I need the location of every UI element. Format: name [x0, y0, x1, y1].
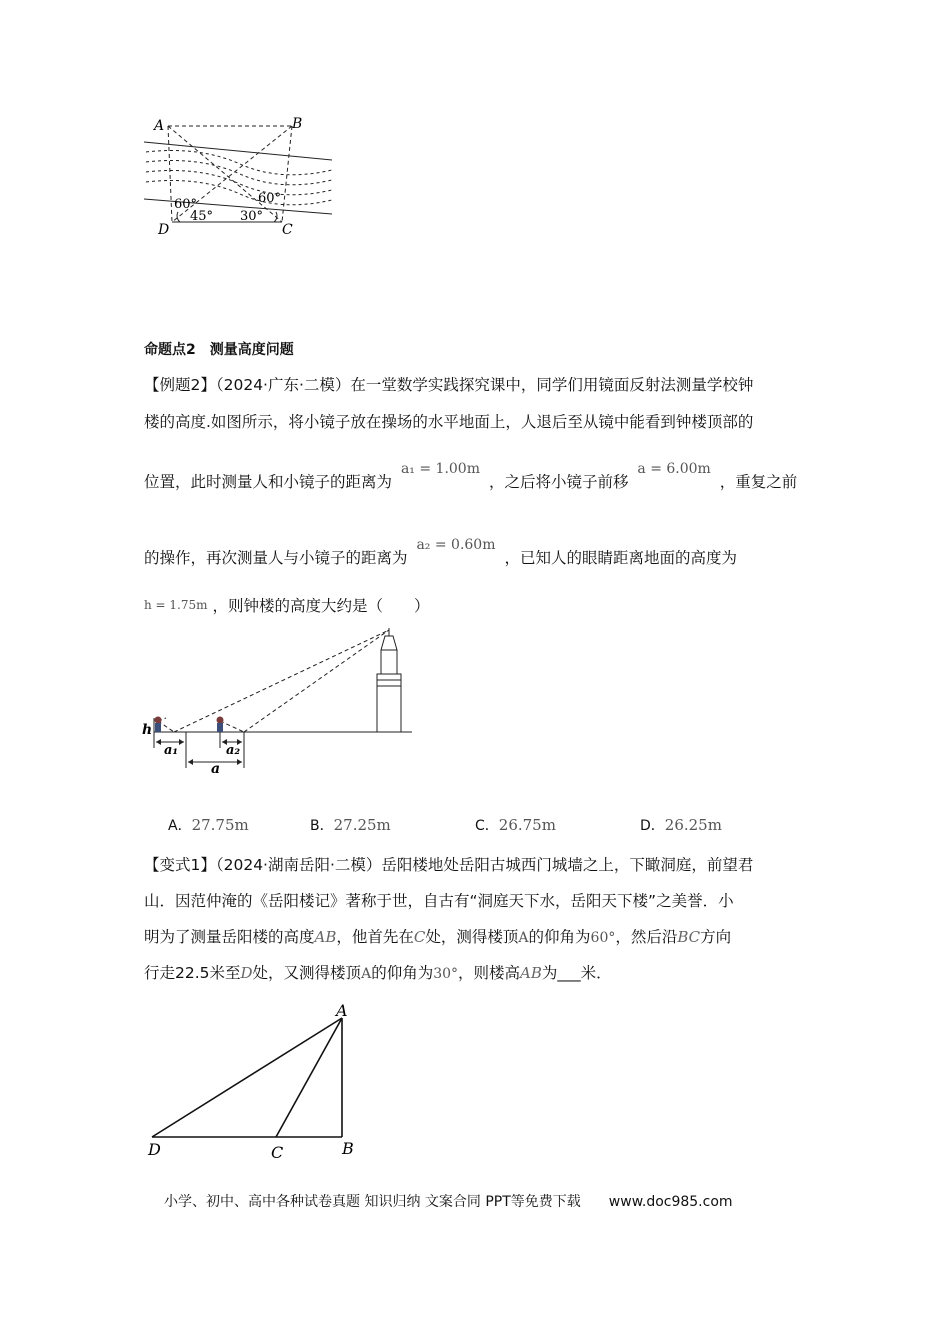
person-1: [155, 717, 162, 733]
point-d-label: D: [158, 222, 170, 238]
option-value: 26.25m: [664, 816, 722, 834]
text-segment: 的仰角为: [528, 928, 591, 946]
formula-h: h = 1.75m: [144, 598, 208, 612]
example-2-line-4: [144, 537, 737, 568]
point-a-label: A: [336, 1001, 348, 1020]
option-d[interactable]: [640, 815, 722, 835]
text-segment: ，他首先在: [336, 928, 414, 946]
option-value: 27.25m: [333, 816, 391, 834]
clock-tower: [377, 628, 401, 732]
option-b[interactable]: [310, 815, 391, 835]
text-segment: 方向: [700, 928, 732, 946]
text-segment: 为___米．: [541, 964, 612, 982]
formula-ab: AB: [314, 928, 337, 946]
formula-a: a = 6.00m: [637, 461, 711, 477]
text-segment: ，然后沿: [615, 928, 678, 946]
angle-60-right-label: 60°: [258, 191, 282, 206]
formula-bc: BC: [677, 928, 701, 946]
text-segment: 的操作，再次测量人与小镜子的距离为: [144, 549, 408, 567]
a2-label: a₂: [226, 743, 241, 758]
option-c[interactable]: [475, 815, 556, 835]
formula-a1: a₁ = 1.00m: [400, 461, 480, 477]
formula-ab: AB: [520, 964, 542, 982]
text-segment: 位置，此时测量人和小镜子的距离为: [144, 473, 393, 491]
footer-url[interactable]: www.doc985.com: [608, 1194, 733, 1210]
text-segment: 处，又测得楼顶: [252, 964, 362, 982]
angle-60-left-label: 60°: [174, 197, 198, 212]
option-letter: A．: [168, 818, 192, 834]
point-c-label: C: [271, 1143, 284, 1162]
footer: [164, 1191, 733, 1211]
point-c-label: C: [282, 222, 293, 238]
option-a[interactable]: [168, 815, 249, 835]
variant-1-line-4: [144, 961, 612, 983]
point-a-label: A: [154, 118, 165, 134]
text-segment: ，已知人的眼睛距离地面的高度为: [504, 549, 737, 567]
text-segment: ，则楼高: [458, 964, 521, 982]
segment-ca: [276, 1018, 342, 1137]
text-segment: 的仰角为: [371, 964, 434, 982]
variant-1-line-1: 【变式1】（2024·湖南岳阳·二模）岳阳楼地处岳阳古城西门城墙之上，下瞰洞庭，前望君: [144, 856, 754, 874]
formula-30: 30°: [433, 966, 459, 982]
option-letter: C．: [475, 818, 499, 834]
formula-c: C: [413, 928, 426, 946]
riverbank-bottom: [144, 199, 332, 214]
example-2-line-2: 楼的高度.如图所示，将小镜子放在操场的水平地面上，人退后至从镜中能看到钟楼顶部的: [144, 413, 754, 431]
example-2-line-3: [144, 461, 798, 492]
point-b-label: B: [292, 116, 303, 132]
text-segment: ，则钟楼的高度大约是（ ）: [212, 597, 430, 615]
figure-mirror-tower: [140, 622, 416, 774]
figure-river-measurement: [140, 112, 340, 240]
a-label: a: [211, 761, 221, 774]
height-label: h: [142, 722, 153, 738]
option-letter: B．: [310, 818, 334, 834]
angle-30-label: 30°: [240, 209, 264, 224]
option-letter: D．: [640, 818, 665, 834]
angle-45-label: 45°: [190, 209, 214, 224]
option-value: 27.75m: [191, 816, 249, 834]
person-2: [217, 717, 224, 733]
text-segment: ，之后将小镜子前移: [488, 473, 629, 491]
formula-60: 60°: [590, 930, 616, 946]
formula-d: D: [240, 964, 253, 982]
text-segment: 明为了测量岳阳楼的高度: [144, 928, 315, 946]
a1-label: a₁: [164, 743, 179, 758]
option-value: 26.75m: [498, 816, 556, 834]
example-2-line-1: 【例题2】（2024·广东·二模）在一堂数学实践探究课中，同学们用镜面反射法测量学校钟: [144, 376, 754, 394]
point-b-label: B: [342, 1139, 354, 1158]
variant-1-line-2: 山．因范仲淹的《岳阳楼记》著称于世，自古有“洞庭天下水，岳阳天下楼”之美誉．小: [144, 892, 734, 910]
text-segment: 处，测得楼顶: [425, 928, 519, 946]
formula-a: A: [361, 966, 372, 982]
footer-text: 小学、初中、高中各种试卷真题 知识归纳 文案合同 PPT等免费下载: [164, 1194, 581, 1210]
angle-arc: [177, 212, 180, 222]
reflection-lines: [158, 630, 389, 732]
formula-a: A: [518, 930, 529, 946]
text-segment: ，重复之前: [719, 473, 798, 491]
formula-a2: a₂ = 0.60m: [416, 537, 496, 553]
segment-da: [152, 1018, 342, 1137]
figure-triangle: [140, 998, 370, 1166]
variant-1-line-3: [144, 925, 731, 947]
text-segment: 行走22.5米至: [144, 964, 241, 982]
example-2-line-5: [144, 594, 429, 616]
section-heading: 命题点2 测量高度问题: [144, 342, 294, 358]
point-d-label: D: [148, 1140, 161, 1159]
